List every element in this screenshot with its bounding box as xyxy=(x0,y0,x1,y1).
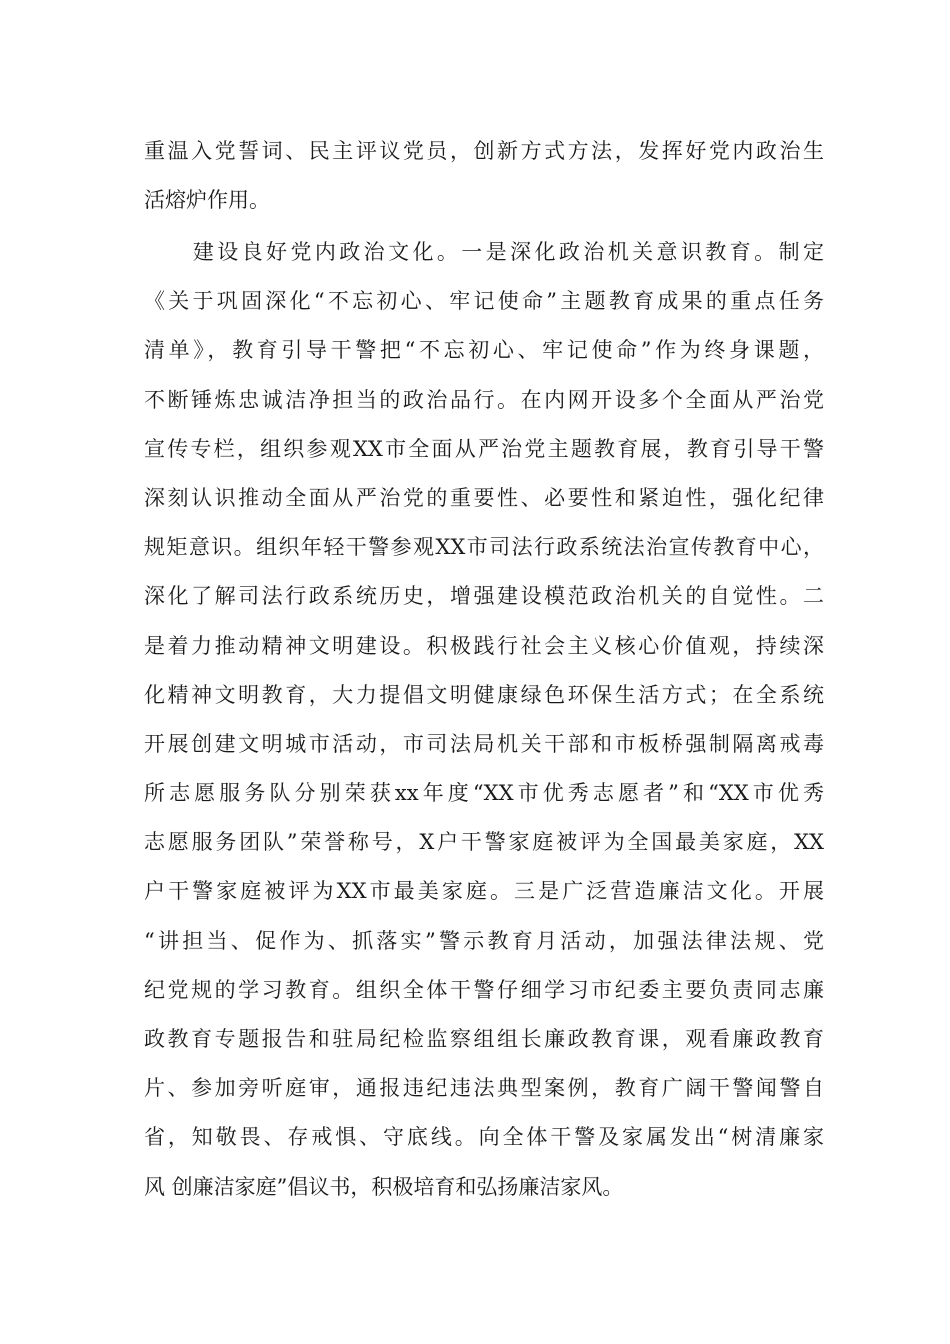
text-line: 不断锤炼忠诚洁净担当的政治品行。在内网开设多个全面从严治党 xyxy=(144,387,824,412)
text-line: “讲担当、促作为、抓落实”警示教育月活动，加强法律法规、党 xyxy=(144,928,824,953)
text-line: 清单》，教育引导干警把“不忘初心、牢记使命”作为终身课题， xyxy=(144,338,824,363)
text-line: 志愿服务团队”荣誉称号，X户干警家庭被评为全国最美家庭，XX xyxy=(144,830,824,855)
text-line: 化精神文明教育，大力提倡文明健康绿色环保生活方式；在全系统 xyxy=(144,682,824,707)
text-line: 《关于巩固深化“不忘初心、牢记使命”主题教育成果的重点任务 xyxy=(144,289,824,314)
text-line: 活熔炉作用。 xyxy=(144,188,270,213)
text-line: 重温入党誓词、民主评议党员，创新方式方法，发挥好党内政治生 xyxy=(144,139,824,163)
text-line: 宣传专栏，组织参观XX市全面从严治党主题教育展，教育引导干警 xyxy=(144,436,824,461)
text-line: 风 创廉洁家庭”倡议书，积极培育和弘扬廉洁家风。 xyxy=(144,1174,624,1199)
text-line: 深刻认识推动全面从严治党的重要性、必要性和紧迫性，强化纪律 xyxy=(144,485,824,510)
text-line: 政教育专题报告和驻局纪检监察组组长廉政教育课，观看廉政教育 xyxy=(144,1027,824,1051)
text-line: 省，知敬畏、存戒惧、守底线。向全体干警及家属发出“树清廉家 xyxy=(144,1125,824,1150)
text-line: 片、参加旁听庭审，通报违纪违法典型案例，教育广阔干警闻警自 xyxy=(144,1076,824,1101)
text-line: 所志愿服务队分别荣获xx年度“XX市优秀志愿者”和“XX市优秀 xyxy=(144,781,824,806)
text-line: 纪党规的学习教育。组织全体干警仔细学习市纪委主要负责同志廉 xyxy=(144,977,824,1002)
text-line: 户干警家庭被评为XX市最美家庭。三是广泛营造廉洁文化。开展 xyxy=(144,879,824,904)
text-line: 建设良好党内政治文化。一是深化政治机关意识教育。制定 xyxy=(144,240,824,264)
text-line: 开展创建文明城市活动，市司法局机关干部和市板桥强制隔离戒毒 xyxy=(144,731,824,756)
text-line: 深化了解司法行政系统历史，增强建设模范政治机关的自觉性。二 xyxy=(144,584,824,609)
paragraph-2 xyxy=(144,228,824,1212)
paragraph-1 xyxy=(144,127,824,225)
text-line: 是着力推动精神文明建设。积极践行社会主义核心价值观，持续深 xyxy=(144,633,824,658)
text-line: 规矩意识。组织年轻干警参观XX市司法行政系统法治宣传教育中心， xyxy=(144,535,824,560)
